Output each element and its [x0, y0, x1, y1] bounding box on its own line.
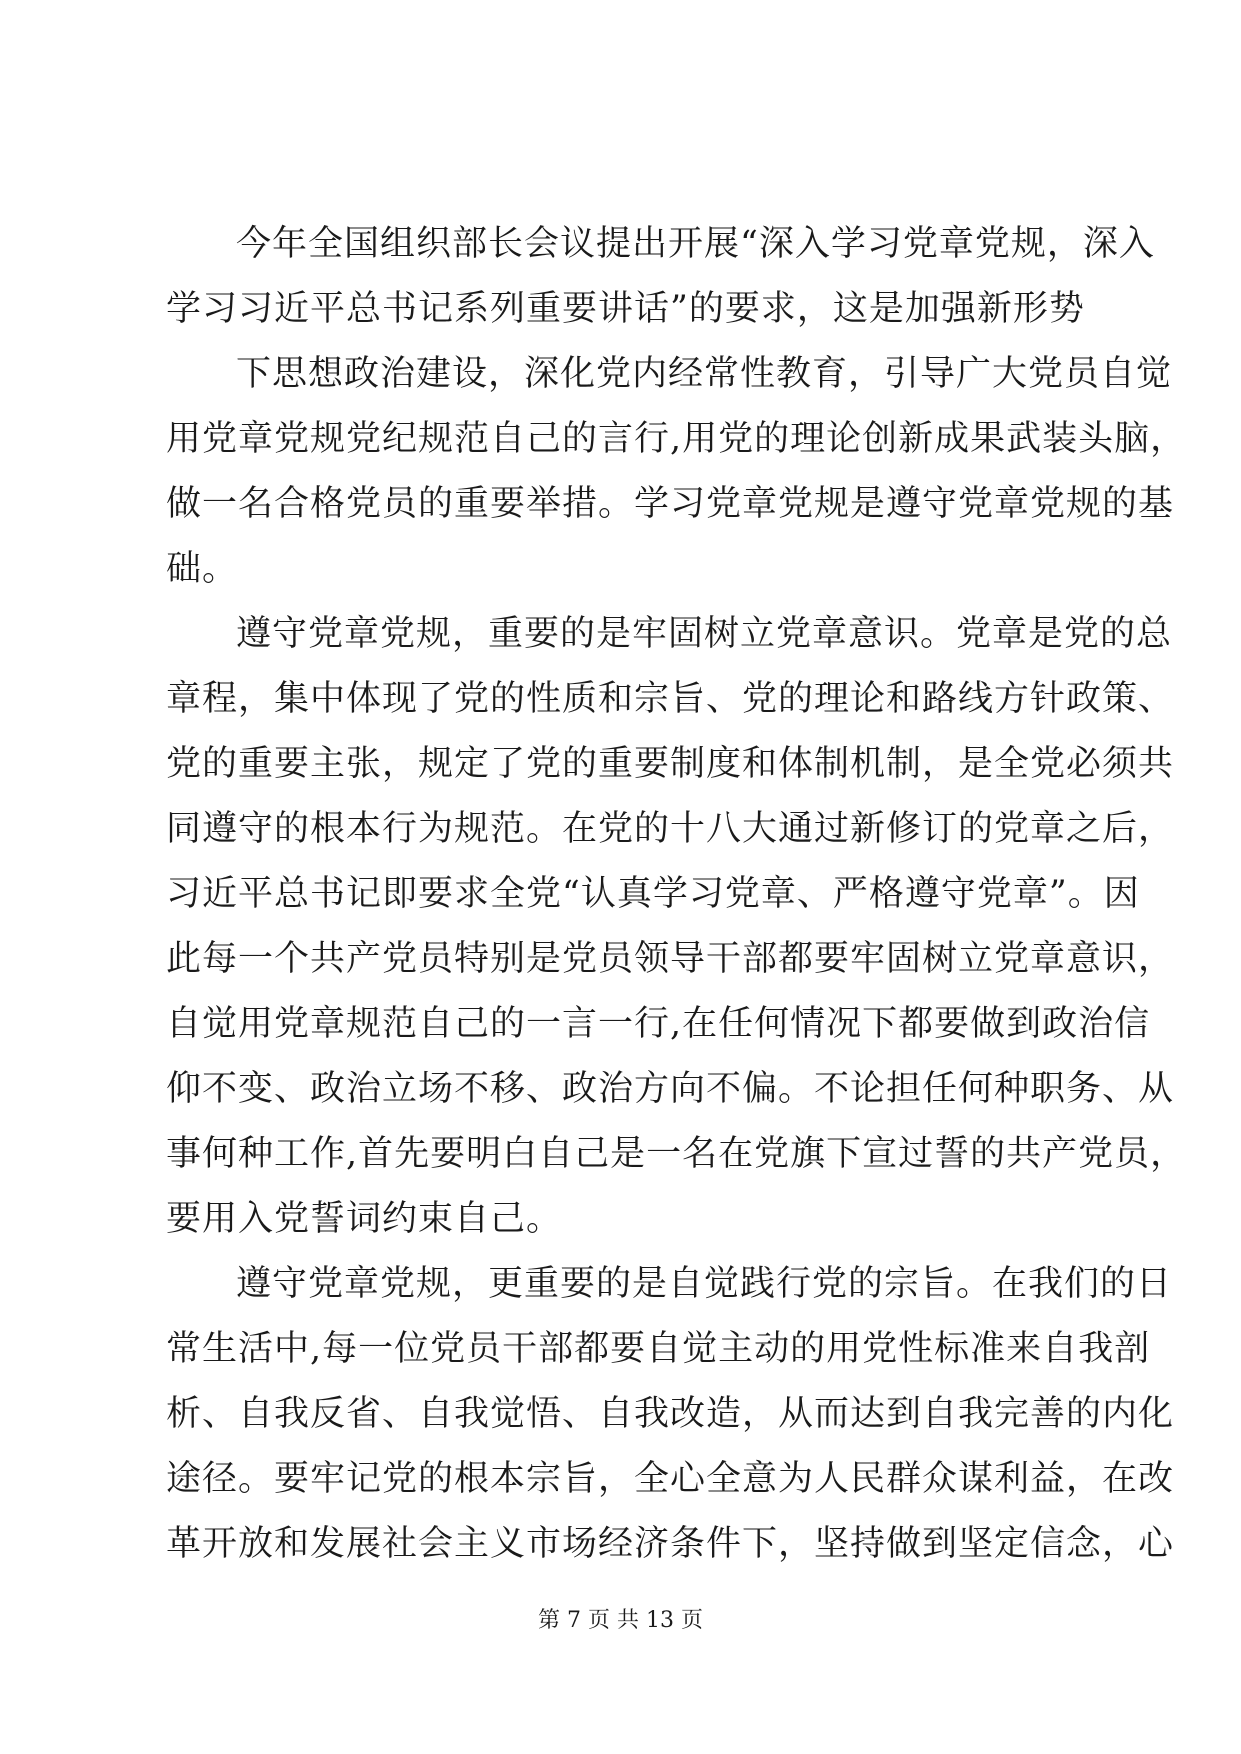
- text-line: 章程，集中体现了党的性质和宗旨、党的理论和路线方针政策、: [166, 679, 1175, 719]
- paragraph-2: [166, 342, 1187, 602]
- text-line: 遵守党章党规，更重要的是自觉践行党的宗旨。在我们的日: [236, 1264, 1173, 1304]
- text-line: 下思想政治建设，深化党内经常性教育，引导广大党员自觉: [236, 354, 1173, 394]
- text-line: 常生活中,每一位党员干部都要自觉主动的用党性标准来自我剖: [166, 1329, 1151, 1369]
- text-line: 革开放和发展社会主义市场经济条件下，坚持做到坚定信念，心: [166, 1524, 1175, 1564]
- text-line: 同遵守的根本行为规范。在党的十八大通过新修订的党章之后，: [166, 809, 1175, 849]
- paragraph-1: [166, 212, 1155, 342]
- text-line: 用党章党规党纪规范自己的言行,用党的理论创新成果武装头脑，: [166, 419, 1187, 459]
- text-line: 仰不变、政治立场不移、政治方向不偏。不论担任何种职务、从: [166, 1069, 1175, 1109]
- page-number-footer: 第 7 页 共 13 页: [538, 1608, 703, 1633]
- text-line: 途径。要牢记党的根本宗旨，全心全意为人民群众谋利益，在改: [166, 1459, 1175, 1499]
- paragraph-4: [166, 1252, 1175, 1577]
- text-line: 要用入党誓词约束自己。: [166, 1199, 563, 1239]
- text-line: 习近平总书记即要求全党“认真学习党章、严格遵守党章”。因: [166, 874, 1140, 914]
- text-line: 做一名合格党员的重要举措。学习党章党规是遵守党章党规的基: [166, 484, 1175, 524]
- document-body: [166, 212, 1187, 1577]
- text-line: 础。: [166, 549, 239, 589]
- text-line: 自觉用党章规范自己的一言一行,在任何情况下都要做到政治信: [166, 1004, 1151, 1044]
- text-line: 学习习近平总书记系列重要讲话”的要求，这是加强新形势: [166, 289, 1085, 329]
- text-line: 党的重要主张，规定了党的重要制度和体制机制，是全党必须共: [166, 744, 1175, 784]
- text-line: 析、自我反省、自我觉悟、自我改造，从而达到自我完善的内化: [166, 1394, 1175, 1434]
- text-line: 遵守党章党规，重要的是牢固树立党章意识。党章是党的总: [236, 614, 1173, 654]
- text-line: 今年全国组织部长会议提出开展“深入学习党章党规，深入: [236, 224, 1155, 264]
- text-line: 事何种工作,首先要明白自己是一名在党旗下宣过誓的共产党员，: [166, 1134, 1187, 1174]
- paragraph-3: [166, 602, 1187, 1252]
- text-line: 此每一个共产党员特别是党员领导干部都要牢固树立党章意识，: [166, 939, 1175, 979]
